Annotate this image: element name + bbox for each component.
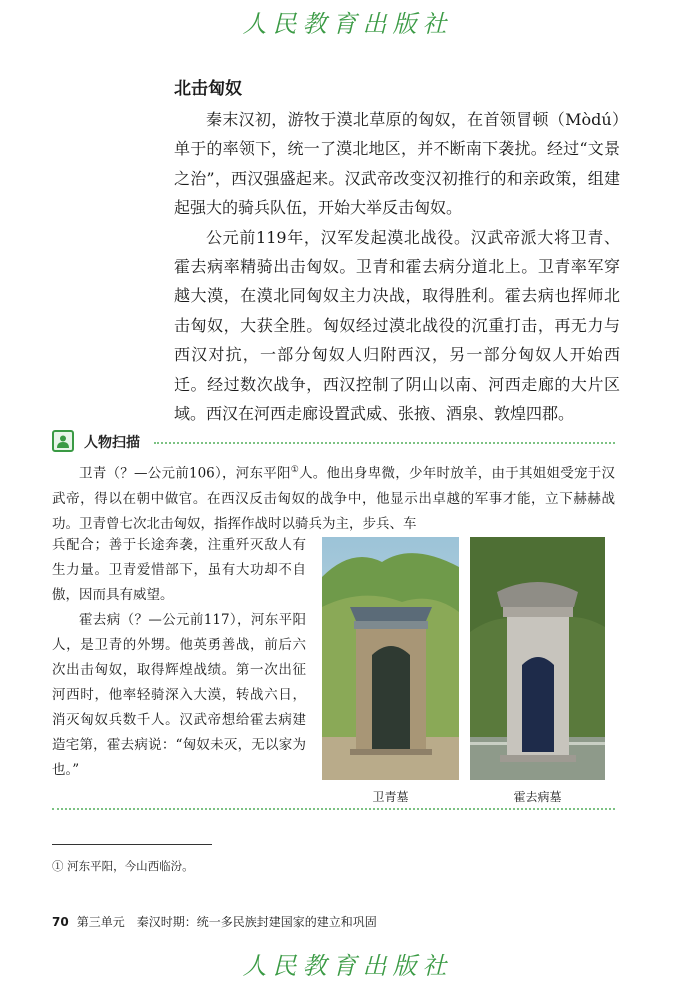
publisher-watermark-bottom: 人民教育出版社 [242, 952, 453, 980]
weiqing-text: 卫青（？—公元前106），河东平阳 [79, 465, 291, 482]
footnote-rule [52, 844, 212, 845]
paragraph: 公元前119年，汉军发起漠北战役。汉武帝派大将卫青、霍去病率精骑出击匈奴。卫青和霍去病分道北上。卫青率军穿越大漠，在漠北同匈奴主力决战，取得胜利。霍去病也挥师北击匈奴，大获全胜。匈奴经过漠北战役的沉重打击，再无力与西汉对抗，一部分匈奴人归附西汉，另一部分匈奴人开始西迁。经过数次战争，西汉控制了阴山以南、河西走廊的大片区域。西汉在河西走廊设置武威、张掖、酒泉、敦煌四郡。 [174, 227, 620, 424]
weiqing-text: 人。他出身卑微，少年时放羊，由于其姐姐受宠于汉武帝，得以在朝中做官。在西汉反击匈奴的战争中，他显示出卓越的军事才能，立下赫赫战功。卫青曾七次北击匈奴，指挥作战时以骑兵为主，步兵、车 [52, 465, 615, 532]
sidebar-narrow-column [52, 533, 306, 783]
photo-caption: 卫青墓 [372, 790, 409, 804]
person-icon [52, 430, 74, 452]
photo-caption: 霍去病墓 [513, 790, 562, 804]
main-text [174, 105, 620, 428]
dotted-divider [154, 442, 615, 444]
section-title: 北击匈奴 [174, 79, 242, 99]
weiqing-tomb-photo [322, 537, 459, 780]
footnote: ① 河东平阳，今山西临汾。 [52, 859, 194, 873]
unit-title: 第三单元 秦汉时期：统一多民族封建国家的建立和巩固 [76, 915, 377, 929]
weiqing-bio [52, 458, 615, 537]
weiqing-text: 兵配合；善于长途奔袭，注重歼灭敌人有生力量。卫青爱惜部下，虽有大功却不自傲，因而具有威望。 [52, 537, 306, 603]
huoqubing-tomb-photo [470, 537, 605, 780]
dotted-divider [52, 808, 615, 810]
publisher-watermark-top: 人民教育出版社 [242, 10, 453, 38]
paragraph: 秦末汉初，游牧于漠北草原的匈奴，在首领冒顿（Mòdú）单于的率领下，统一了漠北地区，并不断南下袭扰。经过“文景之治”，西汉强盛起来。汉武帝改变汉初推行的和亲政策，组建起强大的骑兵队伍，开始大举反击匈奴。 [174, 110, 620, 218]
huoqubing-bio: 霍去病（？—公元前117），河东平阳人，是卫青的外甥。他英勇善战，前后六次出击匈奴，取得辉煌战绩。第一次出征河西时，他率轻骑深入大漠，转战六日，消灭匈奴兵数千人。汉武帝想给霍去病建造宅第，霍去病说：“匈奴未灭，无以家为也。” [52, 612, 306, 778]
page-footer [52, 913, 377, 930]
sidebar-header [52, 430, 615, 456]
sidebar-title: 人物扫描 [84, 435, 140, 451]
page-number: 70 [52, 915, 69, 929]
footnote-ref[interactable]: ① [290, 465, 300, 475]
